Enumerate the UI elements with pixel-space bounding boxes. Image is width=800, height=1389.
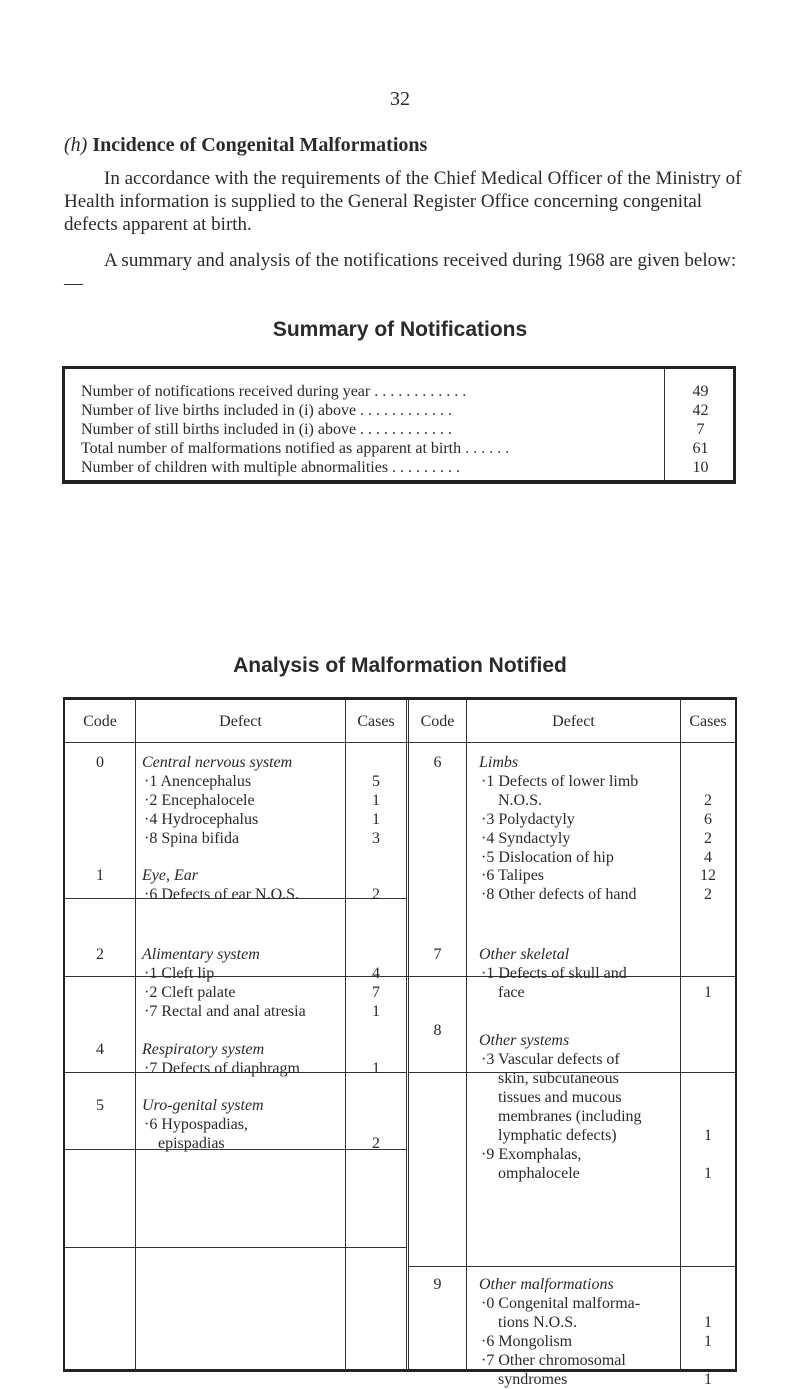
cases-value: 7 xyxy=(372,984,380,1001)
cases-value: 1 xyxy=(704,1314,712,1331)
cases-value: 1 xyxy=(372,1060,380,1077)
cases-value: 5 xyxy=(372,773,380,790)
cases-value: 1 xyxy=(372,1003,380,1020)
summary-value: 49 xyxy=(692,383,709,400)
analysis-table xyxy=(63,697,737,1388)
defect-item: skin, subcutaneous xyxy=(498,1070,619,1087)
defect-item: ·3 Polydactyly xyxy=(481,811,575,828)
category-label: Alimentary system xyxy=(142,946,260,963)
code-cell: 2 xyxy=(96,946,104,963)
row-rule xyxy=(65,1247,406,1248)
category-label: Central nervous system xyxy=(142,754,293,771)
section-title: Incidence of Congenital Malformations xyxy=(92,134,428,156)
code-cell: 5 xyxy=(96,1097,104,1114)
cases-value: 1 xyxy=(704,1165,712,1182)
header-code-left: Code xyxy=(83,713,117,730)
code-cell: 6 xyxy=(433,754,442,771)
summary-value: 42 xyxy=(692,402,709,419)
code-cell: 9 xyxy=(433,1276,442,1293)
cases-value: 12 xyxy=(700,867,716,884)
section-letter: (h) xyxy=(64,134,88,156)
cases-value: 1 xyxy=(704,1333,712,1350)
defect-item: N.O.S. xyxy=(498,792,543,809)
category-label: Other systems xyxy=(479,1032,570,1049)
cases-value: 2 xyxy=(704,830,712,847)
defect-item: ·8 Other defects of hand xyxy=(481,886,637,903)
summary-label: Number of notifications received during year . . . . . . . . . . . . xyxy=(81,383,467,400)
defect-item: ·7 Defects of diaphragm xyxy=(144,1060,300,1077)
summary-table xyxy=(62,366,736,484)
defect-item: ·6 Talipes xyxy=(481,867,545,884)
cases-value: 1 xyxy=(372,792,380,809)
defect-item: ·1 Defects of skull and xyxy=(481,965,627,982)
summary-label: Number of children with multiple abnormalities . . . . . . . . . xyxy=(81,459,461,476)
defect-item: ·7 Other chromosomal xyxy=(481,1352,626,1369)
defect-item: tions N.O.S. xyxy=(498,1314,578,1331)
summary-title: Summary of Notifications xyxy=(272,318,528,341)
summary-value: 61 xyxy=(692,440,709,457)
defect-item: ·8 Spina bifida xyxy=(144,830,240,847)
defect-item: ·9 Exomphalas, xyxy=(481,1146,582,1163)
summary-label: Number of still births included in (i) above . . . . . . . . . . . . xyxy=(81,421,453,438)
header-cases-right: Cases xyxy=(689,713,727,730)
cases-value: 2 xyxy=(372,886,380,903)
summary-value: 10 xyxy=(692,459,709,476)
cases-value: 3 xyxy=(372,830,380,847)
defect-item: ·6 Mongolism xyxy=(481,1333,573,1350)
defect-item: ·5 Dislocation of hip xyxy=(481,849,614,866)
defect-item: omphalocele xyxy=(498,1165,580,1182)
header-code-right: Code xyxy=(420,713,455,730)
code-cell: 7 xyxy=(433,946,442,963)
defect-item: ·3 Vascular defects of xyxy=(481,1051,620,1068)
defect-item: ·7 Rectal and anal atresia xyxy=(144,1003,306,1020)
category-label: Eye, Ear xyxy=(142,867,198,884)
defect-item: ·1 Anencephalus xyxy=(144,773,252,790)
defect-item: ·1 Cleft lip xyxy=(144,965,215,982)
cases-value: 2 xyxy=(704,792,712,809)
intro-paragraph: In accordance with the requirements of the Chief Medical Officer of the Ministry of Health information is supplied to the General Register Office concerning congenital defects apparent at birth. xyxy=(64,168,742,235)
code-cell: 4 xyxy=(96,1041,104,1058)
defect-item: ·0 Congenital malforma- xyxy=(481,1295,641,1312)
column-divider xyxy=(466,700,467,1369)
section-heading xyxy=(64,134,427,157)
header-defect-right: Defect xyxy=(552,713,595,730)
cases-value: 6 xyxy=(704,811,712,828)
code-cell: 8 xyxy=(433,1022,442,1039)
category-label: Other malformations xyxy=(479,1276,614,1293)
defect-item: tissues and mucous xyxy=(498,1089,622,1106)
defect-item: lymphatic defects) xyxy=(498,1127,617,1144)
category-label: Limbs xyxy=(479,754,519,771)
defect-item: ·2 Encephalocele xyxy=(144,792,255,809)
column-divider xyxy=(135,700,136,1369)
header-defect-left: Defect xyxy=(219,713,262,730)
category-label: Other skeletal xyxy=(479,946,570,963)
summary-intro-paragraph: A summary and analysis of the notifications received during 1968 are given below:— xyxy=(64,250,737,294)
defect-item: ·4 Syndactyly xyxy=(481,830,571,847)
page-number: 32 xyxy=(390,88,410,110)
row-rule xyxy=(408,1266,735,1267)
analysis-title: Analysis of Malformation Notified xyxy=(233,654,567,677)
defect-item: face xyxy=(498,984,525,1001)
cases-value: 4 xyxy=(704,849,712,866)
cases-value: 1 xyxy=(704,1371,712,1388)
summary-label: Number of live births included in (i) above . . . . . . . . . . . . xyxy=(81,402,453,419)
defect-item: membranes (including xyxy=(498,1108,642,1125)
cases-value: 4 xyxy=(372,965,380,982)
cases-value: 1 xyxy=(704,1127,712,1144)
category-label: Uro-genital system xyxy=(142,1097,264,1114)
header-cases-left: Cases xyxy=(357,713,395,730)
defect-item: ·6 Hypospadias, xyxy=(144,1116,248,1133)
summary-value: 7 xyxy=(696,421,705,438)
header-rule xyxy=(65,742,735,743)
category-label: Respiratory system xyxy=(142,1041,265,1058)
code-cell: 1 xyxy=(96,867,104,884)
defect-item: ·4 Hydrocephalus xyxy=(144,811,259,828)
summary-label: Total number of malformations notified as apparent at birth . . . . . . xyxy=(81,440,510,457)
code-cell: 0 xyxy=(96,754,104,771)
defect-item: ·6 Defects of ear N.O.S. xyxy=(144,886,300,903)
defect-item: ·1 Defects of lower limb xyxy=(481,773,639,790)
cases-value: 1 xyxy=(372,811,380,828)
cases-value: 2 xyxy=(372,1135,380,1152)
defect-item: syndromes xyxy=(498,1371,568,1388)
defect-item: ·2 Cleft palate xyxy=(144,984,236,1001)
cases-value: 1 xyxy=(704,984,712,1001)
defect-item: epispadias xyxy=(158,1135,225,1152)
cases-value: 2 xyxy=(704,886,712,903)
